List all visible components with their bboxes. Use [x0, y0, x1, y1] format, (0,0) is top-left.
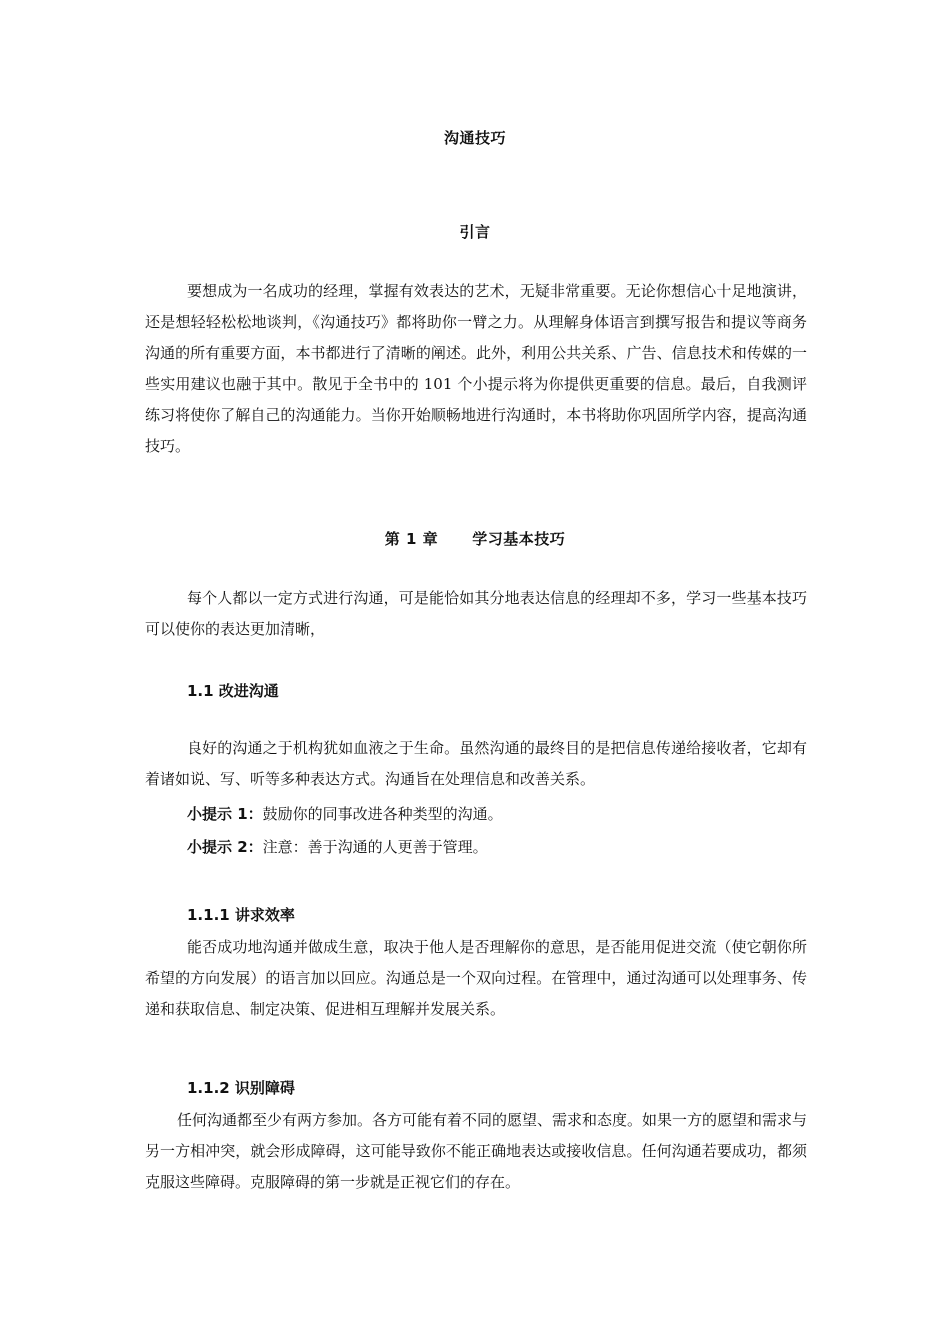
intro-heading: 引言	[459, 223, 491, 241]
chapter-heading	[0, 528, 950, 549]
section-1-1-heading: 1.1 改进沟通	[187, 682, 279, 700]
tip-1	[187, 803, 503, 824]
section-1-1-1-paragraph: 能否成功地沟通并做成生意，取决于他人是否理解你的意思，是否能用促进交流（使它朝你所希望的方向发展）的语言加以回应。沟通总是一个双向过程。在管理中，通过沟通可以处理事务、传递和获取信息、制定决策、促进相互理解并发展关系。	[145, 938, 807, 1018]
chapter-paragraph: 每个人都以一定方式进行沟通，可是能恰如其分地表达信息的经理却不多，学习一些基本技巧可以使你的表达更加清晰，	[145, 589, 807, 638]
section-1-1-2-heading: 1.1.2 识别障碍	[187, 1079, 295, 1097]
document-title: 沟通技巧	[443, 129, 506, 147]
tip-2-text: 注意：善于沟通的人更善于管理。	[262, 838, 488, 856]
chapter-name: 学习基本技巧	[472, 530, 566, 548]
chapter-number: 第 1 章	[384, 530, 439, 548]
section-1-1-paragraph: 良好的沟通之于机构犹如血液之于生命。虽然沟通的最终目的是把信息传递给接收者，它却有着诸如说、写、听等多种表达方式。沟通旨在处理信息和改善关系。	[145, 739, 807, 788]
intro-paragraph: 要想成为一名成功的经理，掌握有效表达的艺术，无疑非常重要。无论你想信心十足地演讲，还是想轻轻松松地谈判，《沟通技巧》都将助你一臂之力。从理解身体语言到撰写报告和提议等商务沟通的所有重要方面，本书都进行了清晰的阐述。此外，利用公共关系、广告、信息技术和传媒的一些实用建议也融于其中。散见于全书中的 101 个小提示将为你提供更重要的信息。最后，自我测评练习将使你了解自己的沟通能力。当你开始顺畅地进行沟通时，本书将助你巩固所学内容，提高沟通技巧。	[145, 282, 807, 455]
tip-1-label: 小提示 1：	[187, 805, 263, 823]
section-1-1-1-heading: 1.1.1 讲求效率	[187, 906, 295, 924]
tip-2	[187, 836, 488, 857]
tip-2-label: 小提示 2：	[187, 838, 263, 856]
tip-1-text: 鼓励你的同事改进各种类型的沟通。	[262, 805, 503, 823]
section-1-1-2-paragraph: 任何沟通都至少有两方参加。各方可能有着不同的愿望、需求和态度。如果一方的愿望和需求与另一方相冲突，就会形成障碍，这可能导致你不能正确地表达或接收信息。任何沟通若要成功，都须克服这些障碍。克服障碍的第一步就是正视它们的存在。	[145, 1111, 808, 1191]
